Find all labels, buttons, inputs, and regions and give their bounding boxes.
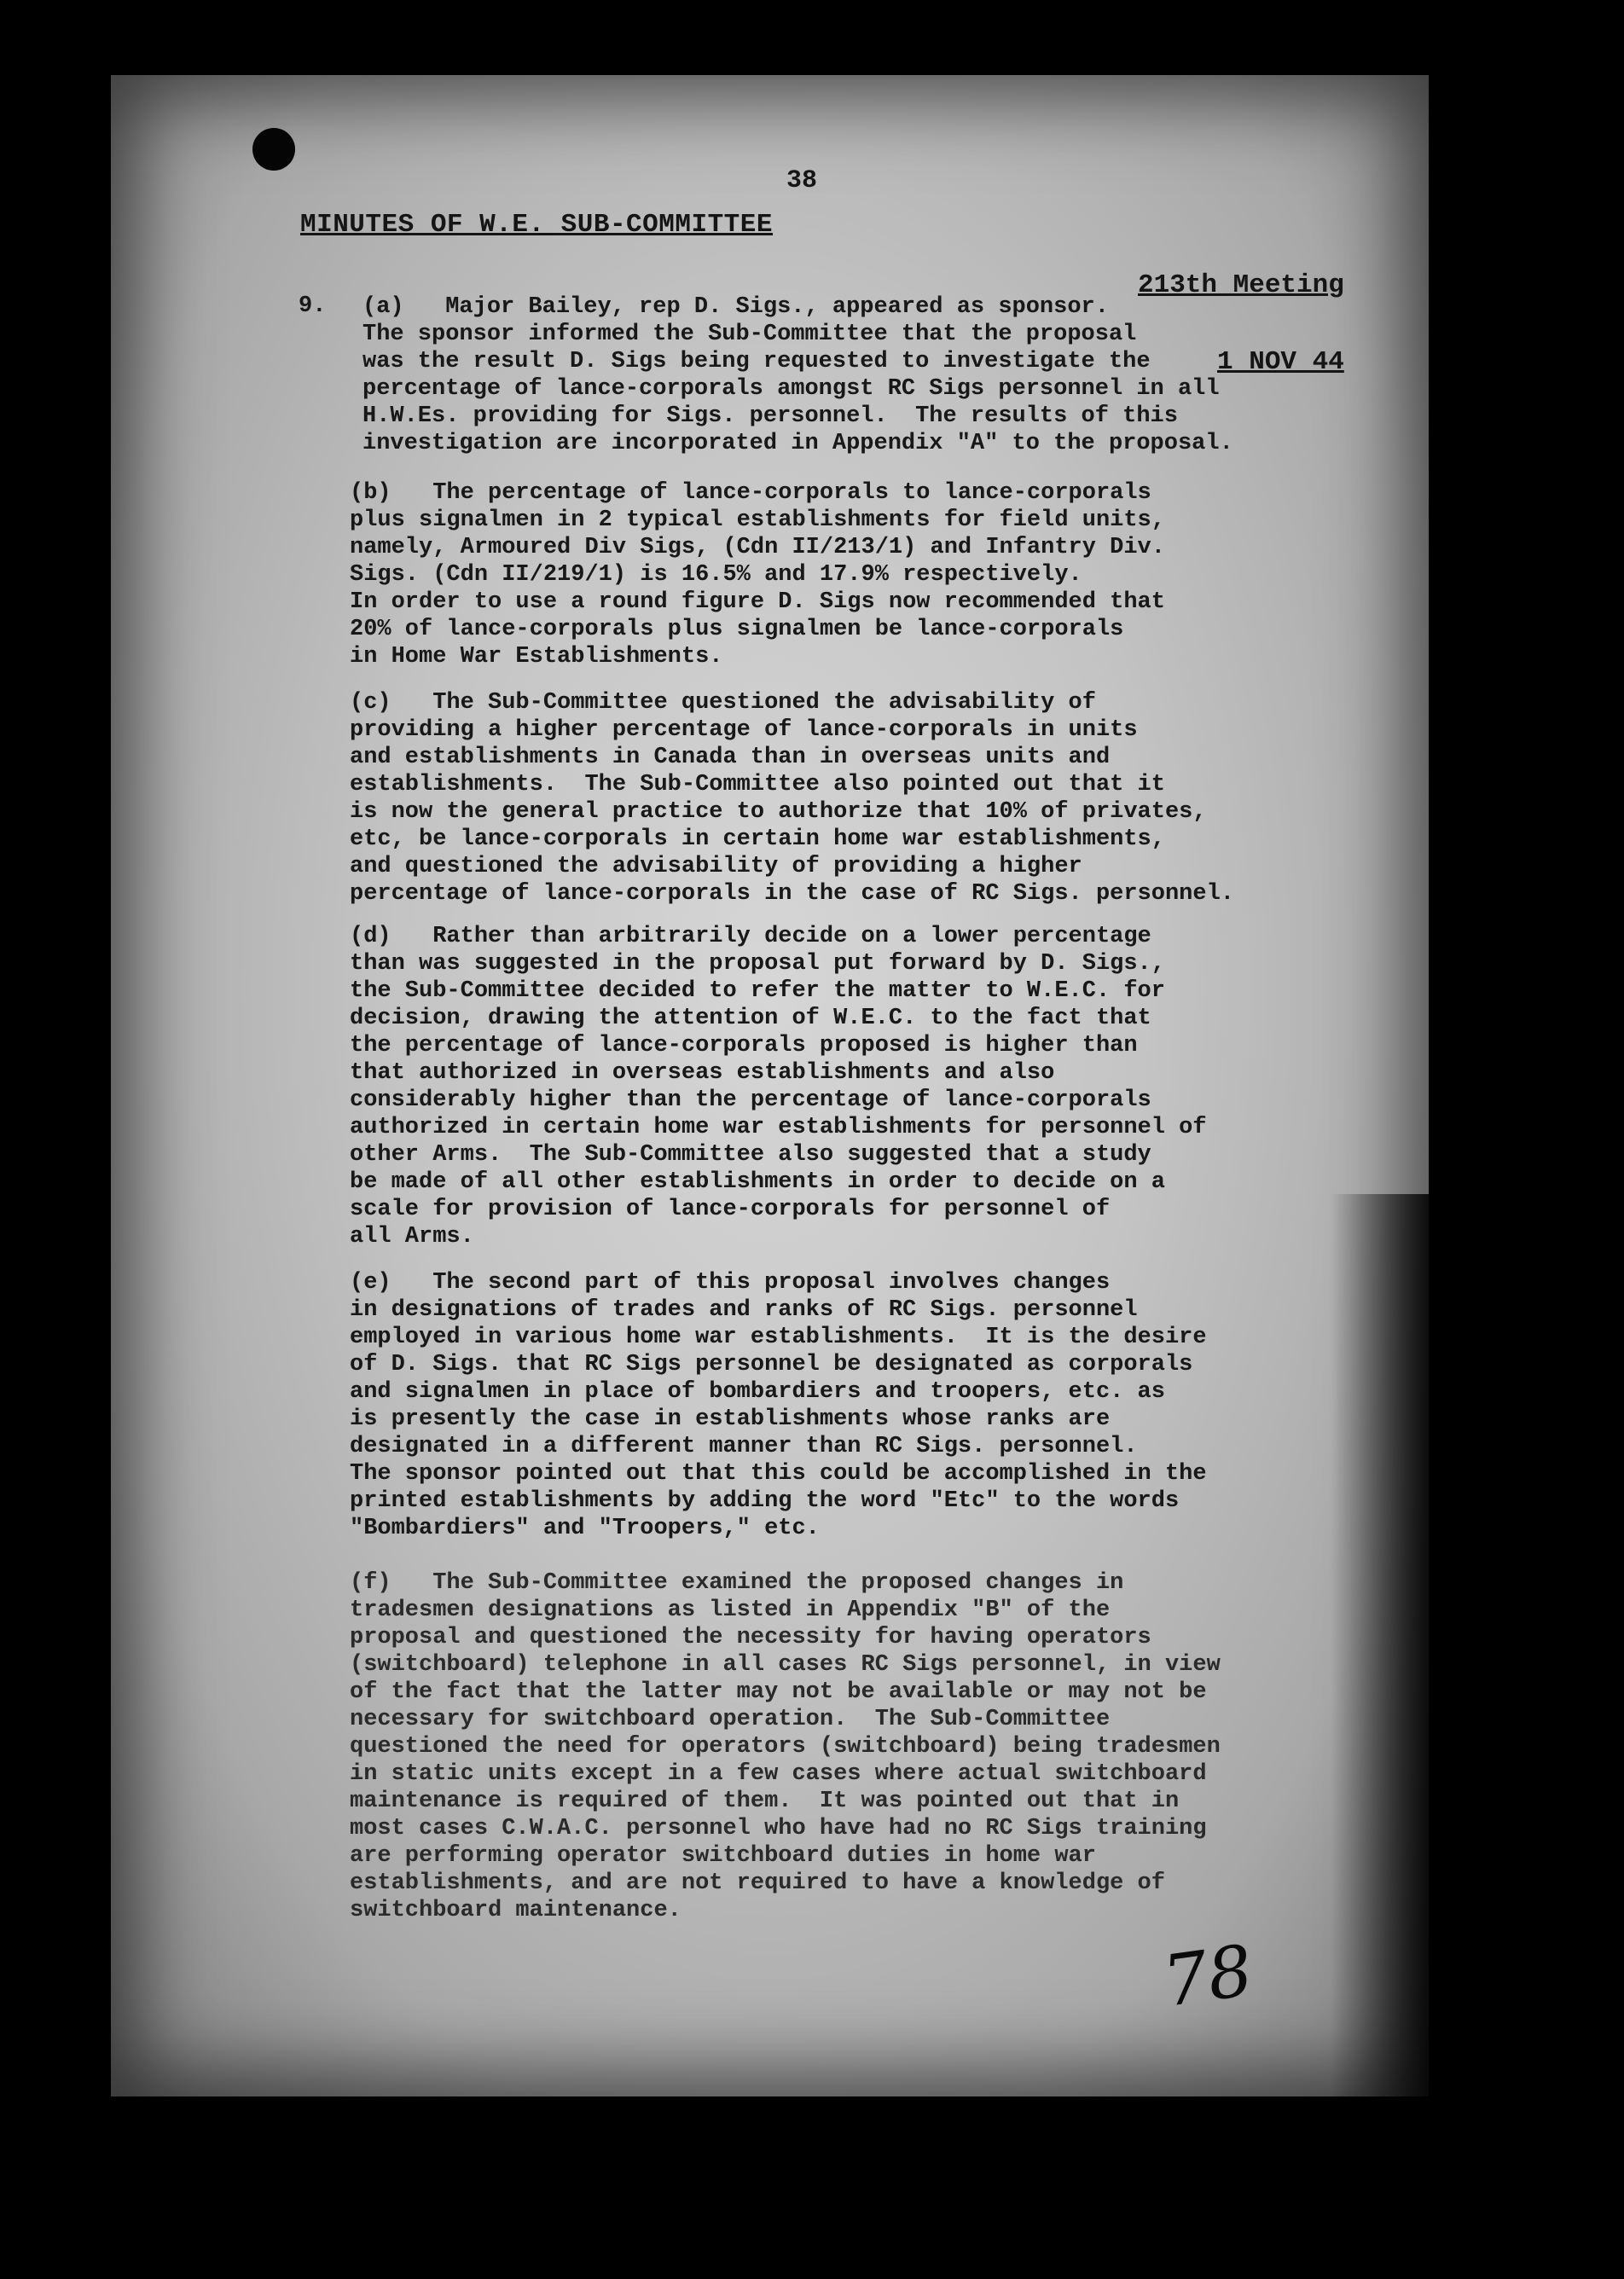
paragraph-e: (e) The second part of this proposal involves changes in designations of trades and ranks of RC Sigs. personnel employed in various home war establishments. It is the desire of D. Sigs. that RC Sigs personnel be designated as corporals and signalmen in place of bombardiers and troopers, etc. as is presently the case in establishments whose ranks are designated in a different manner than RC Sigs. personnel. The sponsor pointed out that this could be accomplished in the printed establishments by adding the word "Etc" to the words "Bombardiers" and "Troopers," etc. [350, 1270, 1207, 1541]
paragraph-b: (b) The percentage of lance-corporals to lance-corporals plus signalmen in 2 typical establishments for field units, namely, Armoured Div Sigs, (Cdn II/213/1) and Infantry Div. Sigs. (Cdn II/219/1) is 16.5% and 17.9% respectively. In order to use a round figure D. Sigs now recommended that 20% of lance-corporals plus signalmen be lance-corporals in Home War Establishments. [350, 480, 1165, 670]
paragraph-c: (c) The Sub-Committee questioned the advisability of providing a higher percentage of lance-corporals in units and establishments in Canada than in overseas units and establishments. The Sub-Committee also pointed out that it is now the general practice to authorize that 10% of privates, etc, be lance-corporals in certain home war establishments, and questioned the advisability of providing a higher percentage of lance-corporals in the case of RC Sigs. personnel. [350, 690, 1234, 907]
document-header-title: MINUTES OF W.E. SUB-COMMITTEE [300, 210, 773, 240]
paragraph-f: (f) The Sub-Committee examined the proposed changes in tradesmen designations as listed in Appendix "B" of the proposal and questioned the necessity for having operators (switchboard) telephone in all cases RC Sigs personnel, in view of the fact that the latter may not be available or may not be necessary for switchboard operation. The Sub-Committee questioned the need for operators (switchboard) being tradesmen in static units except in a few cases where actual switchboard maintenance is required of them. It was pointed out that in most cases C.W.A.C. personnel who have had no RC Sigs training are performing operator switchboard duties in home war establishments, and are not required to have a knowledge of switchboard maintenance. [350, 1570, 1221, 1923]
meeting-date: 1 NOV 44 [1217, 347, 1344, 377]
item-number: 9. [299, 293, 327, 319]
paragraph-a: (a) Major Bailey, rep D. Sigs., appeared as sponsor. The sponsor informed the Sub-Committee that the proposal was the result D. Sigs being requested to investigate the percentage of lance-corporals amongst RC Sigs personnel in all H.W.Es. providing for Sigs. personnel. The results of this investigation are incorporated in Appendix "A" to the proposal. [362, 294, 1233, 456]
page-number: 38 [786, 166, 818, 195]
page-edge-shadow [1331, 1194, 1433, 2098]
handwritten-page-number: 78 [1157, 1930, 1258, 2023]
punch-hole-icon [252, 128, 295, 171]
meeting-number: 213th Meeting [1138, 270, 1344, 300]
paragraph-d: (d) Rather than arbitrarily decide on a lower percentage than was suggested in the proposal put forward by D. Sigs., the Sub-Committee decided to refer the matter to W.E.C. for decision, drawing the attention of W.E.C. to the fact that the percentage of lance-corporals proposed is higher than that authorized in overseas establishments and also considerably higher than the percentage of lance-corporals authorized in certain home war establishments for personnel of other Arms. The Sub-Committee also suggested that a study be made of all other establishments in order to decide on a scale for provision of lance-corporals for personnel of all Arms. [350, 924, 1207, 1250]
